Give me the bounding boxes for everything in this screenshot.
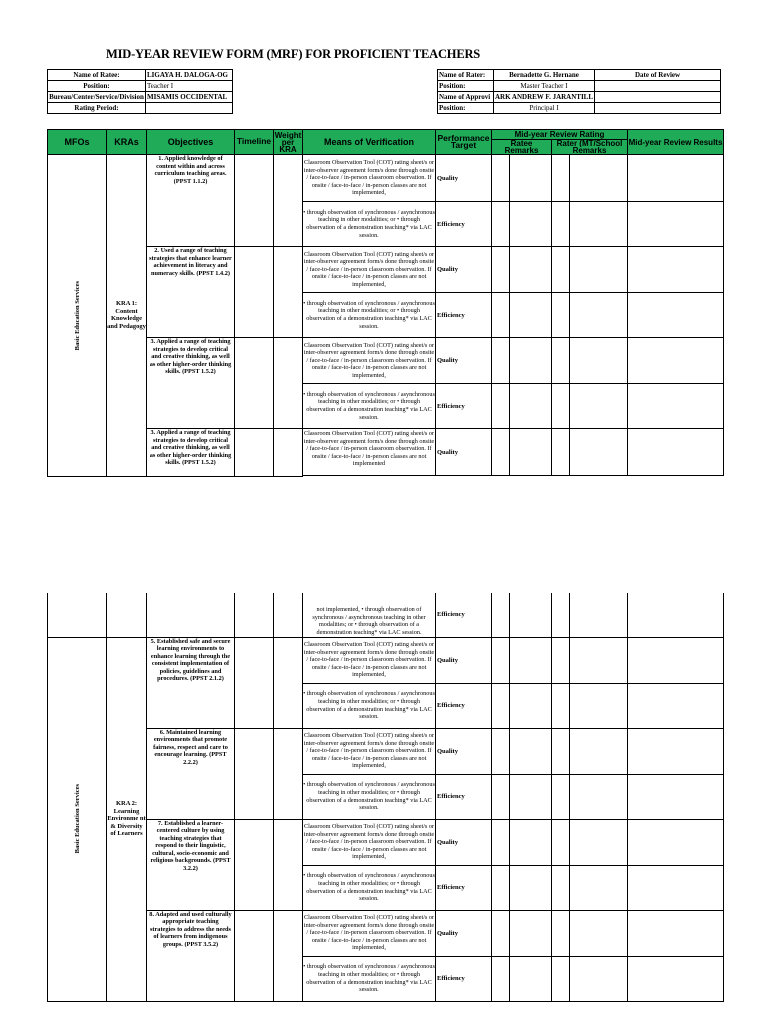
objective-6: 6. Maintained learning environments that promote fairness, respect and care to encourage learning. (PPST 2.2.2)	[147, 728, 235, 819]
efficiency-label: Efficiency	[436, 293, 492, 338]
mov-text-2: • through observation of synchronous / asynchronous teaching in other modalities; or • through observation of a demonstration teaching* via LAC session.	[303, 384, 436, 429]
header-ratee-teacher: Ratee Remarks	[492, 140, 552, 155]
objective-4: 3. Applied a range of teaching strategies to develop critical and creative thinking, as well as other higher-order thinking skills. (PPST 1.5.2)	[147, 429, 235, 477]
kra2-cell: KRA 2: Learning Environme nt & Diversity of Learners	[107, 637, 147, 1001]
header-weight: Weight per KRA	[274, 130, 302, 154]
mov-text-2: • through observation of synchronous / asynchronous teaching in other modalities; or • through observation of a demonstration teaching* via LAC session.	[303, 865, 436, 910]
rater-position-label: Position:	[438, 81, 494, 92]
mov-text-2: • through observation of synchronous / asynchronous teaching in other modalities; or • through observation of a demonstration teaching* via LAC session.	[303, 202, 436, 247]
mfo-cell: Basic Education Services	[48, 637, 107, 1001]
efficiency-label: Efficiency	[436, 384, 492, 429]
header-objectives: Objectives	[147, 130, 235, 155]
info-table	[47, 69, 721, 114]
mov-text-2: • through observation of synchronous / asynchronous teaching in other modalities; or • through observation of a demonstration teaching* via LAC session.	[303, 774, 436, 819]
mov-text: Classroom Observation Tool (COT) rating sheet/s or inter-observer agreement form/s done through onsite / face-to-face / in-person classroom observation. If onsite / face-to-face / in-person classes are not implemented,	[303, 819, 436, 865]
quality-label: Quality	[436, 155, 492, 202]
ratee-position-label: Position:	[48, 81, 146, 92]
header-timeline: Timeline	[235, 130, 274, 155]
objective-3: 3. Applied a range of teaching strategies to develop critical and creative thinking, as well as other higher-order thinking skills. (PPST 1.5.2)	[147, 338, 235, 429]
mfo-cell: Basic Education Services	[48, 155, 107, 477]
rater-position: Master Teacher I	[494, 81, 595, 92]
header-midyear-rating: Mid-year Review Rating	[492, 130, 628, 140]
bureau-label: Bureau/Center/Service/Division	[49, 92, 144, 101]
mov-text-2: • through observation of synchronous / asynchronous teaching in other modalities; or • through observation of a demonstration teaching* via LAC session.	[303, 293, 436, 338]
page-title: MID-YEAR REVIEW FORM (MRF) FOR PROFICIENT TEACHERS	[106, 47, 481, 61]
header-mfos: MFOs	[48, 130, 107, 155]
efficiency-label: Efficiency	[436, 865, 492, 910]
quality-label: Quality	[436, 910, 492, 956]
approver-label: Name of Approvi	[438, 92, 494, 103]
mov-text: Classroom Observation Tool (COT) rating sheet/s or inter-observer agreement form/s done through onsite / face-to-face / in-person classroom observation. If onsite / face-to-face / in-person classes are not implemented,	[303, 155, 436, 202]
rating-period-label: Rating Period:	[48, 103, 146, 114]
mov-text: Classroom Observation Tool (COT) rating sheet/s or inter-observer agreement form/s done through onsite / face-to-face / in-person classroom observation. If onsite / face-to-face / in-person classes are not implemented	[303, 429, 436, 476]
quality-label: Quality	[436, 338, 492, 384]
mov-text-2: • through observation of synchronous / asynchronous teaching in other modalities; or • through observation of a demonstration teaching* via LAC session.	[303, 956, 436, 1001]
mov-text: Classroom Observation Tool (COT) rating sheet/s or inter-observer agreement form/s done through onsite / face-to-face / in-person classroom observation. If onsite / face-to-face / in-person classes are not implemented,	[303, 247, 436, 293]
mov-text: Classroom Observation Tool (COT) rating sheet/s or inter-observer agreement form/s done through onsite / face-to-face / in-person classroom observation. If onsite / face-to-face / in-person classes are not implemented,	[303, 728, 436, 774]
mov-text: Classroom Observation Tool (COT) rating sheet/s or inter-observer agreement form/s done through onsite / face-to-face / in-person classroom observation. If onsite / face-to-face / in-person classes are not implemented,	[303, 637, 436, 683]
efficiency-label: Efficiency	[436, 956, 492, 1001]
approver-position-label: Position:	[438, 103, 494, 114]
date-of-review-label: Date of Review	[595, 70, 721, 81]
header-rater: Rater (MT/School Remarks	[552, 140, 628, 155]
ratee-position: Teacher I	[146, 81, 233, 92]
mov-text: Classroom Observation Tool (COT) rating sheet/s or inter-observer agreement form/s done through onsite / face-to-face / in-person classroom observation. If onsite / face-to-face / in-person classes are not implemented,	[303, 338, 436, 384]
objective-7: 7. Established a learner-centered culture by using teaching strategies that respond to their linguistic, cultural, socio-economic and religious backgrounds. (PPST 3.2.2)	[147, 819, 235, 910]
bureau: MISAMIS OCCIDENTAL	[146, 92, 233, 103]
approver-position: Principal I	[494, 103, 595, 114]
header-performance-target: Performance Target	[436, 130, 492, 155]
rating-period	[146, 103, 233, 114]
ratee-name-label: Name of Ratee:	[48, 70, 146, 81]
header-kras: KRAs	[107, 130, 147, 155]
efficiency-label: Efficiency	[436, 593, 492, 637]
efficiency-label: Efficiency	[436, 774, 492, 819]
quality-label: Quality	[436, 247, 492, 293]
mov-text: Classroom Observation Tool (COT) rating sheet/s or inter-observer agreement form/s done through onsite / face-to-face / in-person classroom observation. If onsite / face-to-face / in-person classes are not implemented,	[303, 910, 436, 956]
objective-2: 2. Used a range of teaching strategies that enhance learner achievement in literacy and numeracy skills. (PPST 1.4.2)	[147, 247, 235, 338]
quality-label: Quality	[436, 637, 492, 683]
kra1-cell: KRA 1: Content Knowledge and Pedagogy	[107, 155, 147, 477]
mov-text-2: • through observation of synchronous / asynchronous teaching in other modalities; or • through observation of a demonstration teaching* via LAC session.	[303, 683, 436, 728]
efficiency-label: Efficiency	[436, 202, 492, 247]
mov-text-2: not implemented, • through observation of synchronous / asynchronous teaching in other modalities; or • through observation of a demonstration teaching* via LAC session.	[303, 593, 436, 637]
header-mov: Means of Verification	[303, 130, 436, 155]
approver-name: ARK ANDREW F. JARANTILL	[495, 92, 594, 101]
objective-4-continued	[147, 593, 235, 637]
quality-label: Quality	[436, 819, 492, 865]
objective-8: 8. Adapted and used culturally appropriate teaching strategies to address the needs of learners from indigenous groups. (PPST 3.5.2)	[147, 910, 235, 1001]
header-midyear-results: Mid-year Review Results	[628, 130, 724, 155]
objective-5: 5. Established safe and secure learning environments to enhance learning through the consistent implementation of policies, guidelines and procedures. (PPST 2.1.2)	[147, 637, 235, 728]
ratee-name: LIGAYA H. DALOGA-OG	[146, 70, 233, 81]
quality-label: Quality	[436, 728, 492, 774]
review-table-section-2	[47, 593, 724, 1002]
efficiency-label: Efficiency	[436, 683, 492, 728]
rater-name-label: Name of Rater:	[438, 70, 494, 81]
quality-label: Quality	[436, 429, 492, 476]
review-table-section-1	[47, 129, 724, 477]
rater-name: Bernadette G. Hernane	[494, 70, 595, 81]
objective-1: 1. Applied knowledge of content within and across curriculum teaching areas. (PPST 1.1.2)	[147, 155, 235, 247]
